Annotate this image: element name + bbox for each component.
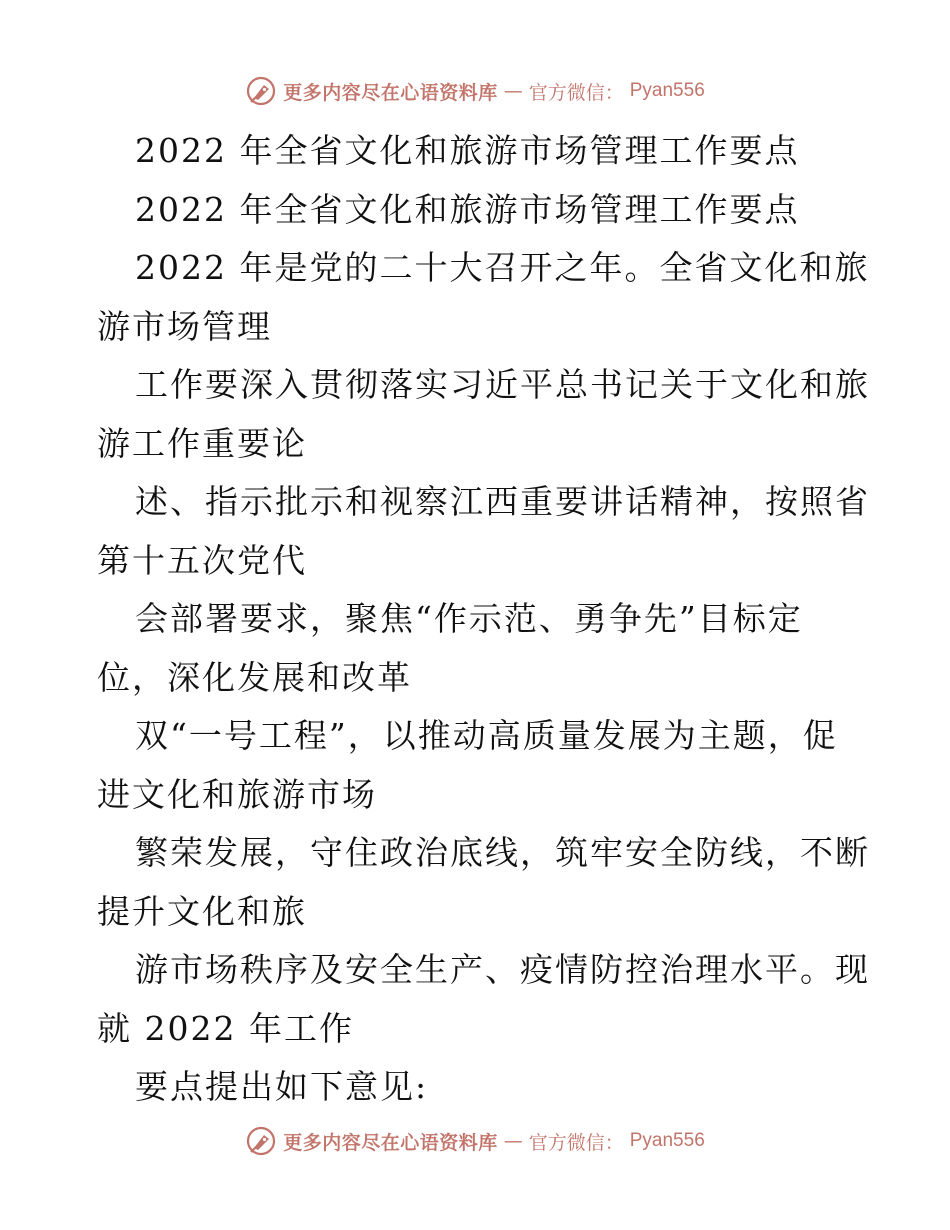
paragraph-line: 述、指示批示和视察江西重要讲话精神，按照省 (135, 482, 870, 521)
document-body (97, 122, 870, 1117)
watermark-brand-text: 更多内容尽在心语资料库 (283, 81, 498, 104)
pen-nib-circle-icon (245, 75, 277, 107)
watermark-separator: — (503, 1130, 523, 1152)
paragraph-line: 2022 年是党的二十大召开之年。全省文化和旅 (135, 248, 870, 287)
paragraph-line: 游工作重要论 (97, 423, 307, 463)
document-subtitle: 2022 年全省文化和旅游市场管理工作要点 (135, 189, 800, 229)
paragraph-line: 进文化和旅游市场 (97, 774, 377, 814)
paragraph-line: 游市场秩序及安全生产、疫情防控治理水平。现 (135, 950, 870, 989)
paragraph-line: 位，深化发展和改革 (97, 657, 412, 697)
paragraph-line: 第十五次党代 (97, 540, 307, 580)
header-watermark (0, 73, 950, 109)
paragraph-line: 提升文化和旅 (97, 891, 307, 931)
footer-watermark (0, 1123, 950, 1159)
paragraph-line: 繁荣发展，守住政治底线，筑牢安全防线，不断 (135, 833, 870, 872)
watermark-wechat-id: Pyan556 (629, 1130, 705, 1151)
watermark-wechat-id: Pyan556 (629, 80, 705, 101)
document-title: 2022 年全省文化和旅游市场管理工作要点 (135, 131, 800, 170)
watermark-official-text: 官方微信： (528, 81, 624, 104)
watermark-brand-text: 更多内容尽在心语资料库 (283, 1131, 498, 1154)
paragraph-line: 要点提出如下意见: (135, 1067, 429, 1106)
pen-nib-circle-icon (245, 1125, 277, 1157)
paragraph-line: 双“一号工程”，以推动高质量发展为主题，促 (135, 716, 838, 755)
watermark-separator: — (503, 80, 523, 102)
paragraph-line: 工作要深入贯彻落实习近平总书记关于文化和旅 (135, 365, 870, 404)
watermark-official-text: 官方微信： (528, 1131, 624, 1154)
paragraph-line: 就 2022 年工作 (97, 1008, 354, 1048)
paragraph-line: 游市场管理 (97, 306, 272, 346)
paragraph-line: 会部署要求，聚焦“作示范、勇争先”目标定 (135, 599, 803, 638)
